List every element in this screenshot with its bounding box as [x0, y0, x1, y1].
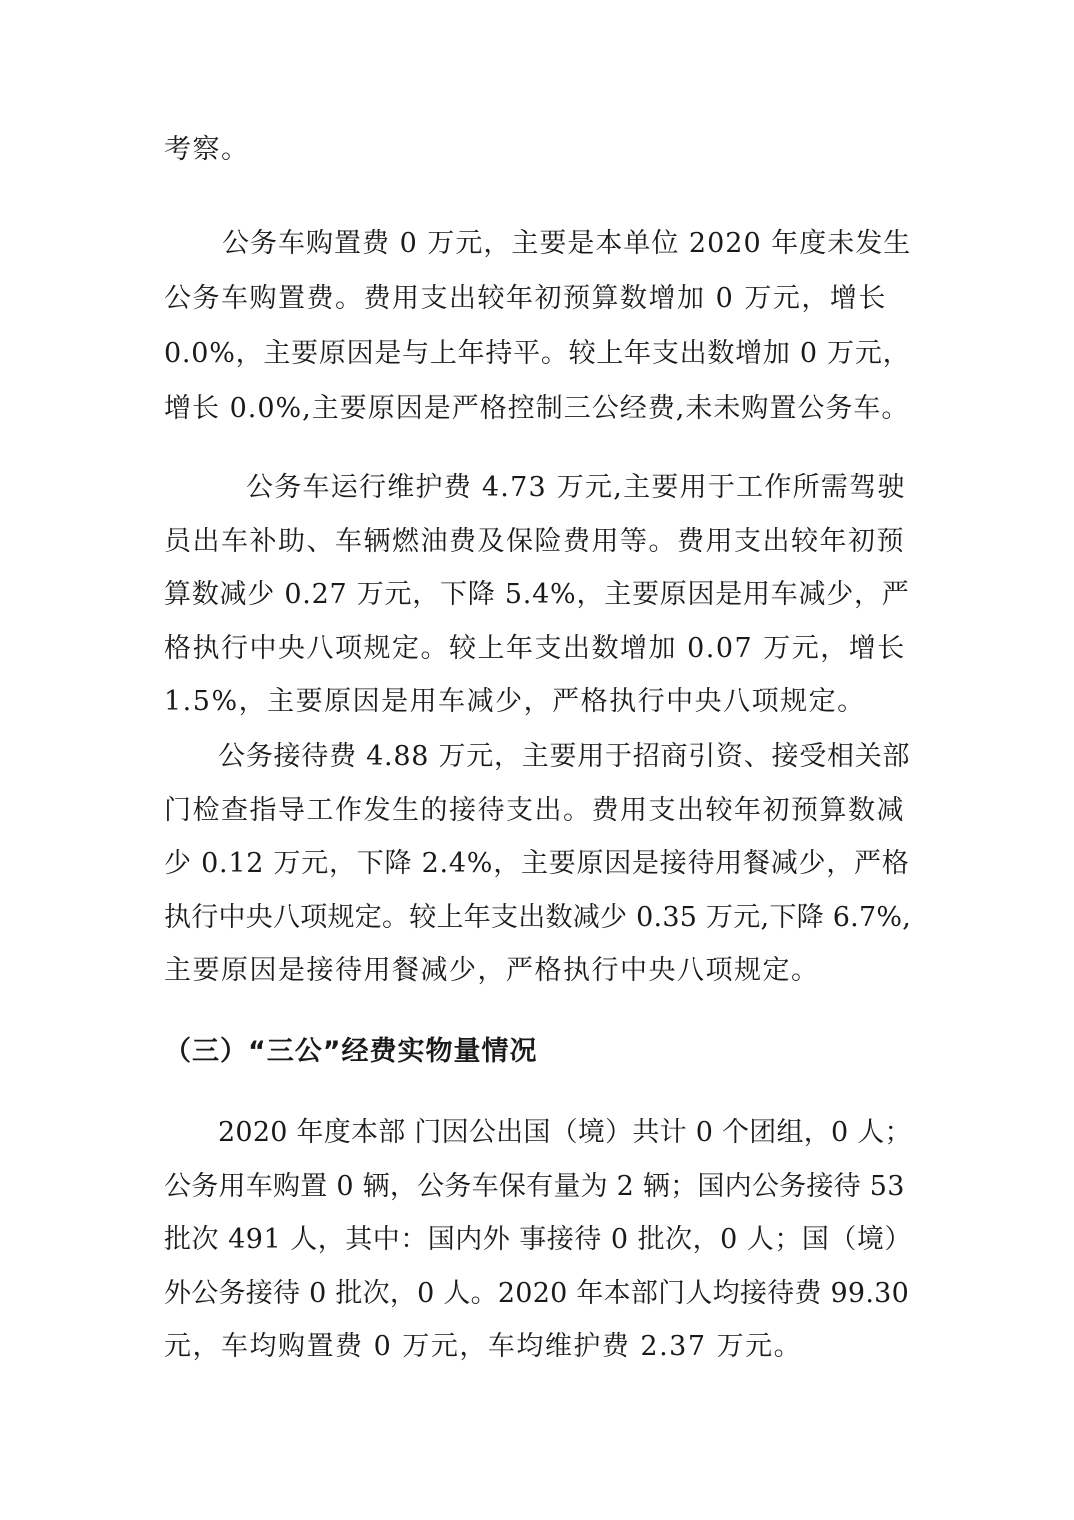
paragraph-line: 公务接待费 4.88 万元，主要用于招商引资、接受相关部: [218, 741, 911, 772]
paragraph-line: 执行中央八项规定。较上年支出数减少 0.35 万元,下降 6.7%,: [164, 902, 912, 933]
paragraph-line: 员出车补助、车辆燃油费及保险费用等。费用支出较年初预: [164, 526, 905, 557]
section-heading: （三）“三公”经费实物量情况: [164, 1036, 538, 1067]
paragraph-line: 主要原因是接待用餐减少，严格执行中央八项规定。: [164, 955, 820, 986]
paragraph-line: 0.0%，主要原因是与上年持平。较上年支出数增加 0 万元，: [164, 338, 911, 369]
paragraph-line: 考察。: [164, 134, 250, 165]
paragraph-line: 批次 491 人，其中：国内外 事接待 0 批次，0 人；国（境）: [164, 1224, 912, 1255]
paragraph-line: 1.5%，主要原因是用车减少，严格执行中央八项规定。: [164, 686, 866, 717]
paragraph-line: 格执行中央八项规定。较上年支出数增加 0.07 万元，增长: [164, 633, 906, 664]
paragraph-line: 公务用车购置 0 辆，公务车保有量为 2 辆；国内公务接待 53: [164, 1171, 905, 1202]
paragraph-line: 公务车购置费 0 万元，主要是本单位 2020 年度未发生: [222, 228, 912, 259]
paragraph-line: 公务车运行维护费 4.73 万元,主要用于工作所需驾驶: [246, 472, 906, 503]
paragraph-line: 元，车均购置费 0 万元，车均维护费 2.37 万元。: [164, 1331, 803, 1362]
paragraph-line: 2020 年度本部 门因公出国（境）共计 0 个团组，0 人；: [218, 1117, 912, 1148]
paragraph-line: 公务车购置费。费用支出较年初预算数增加 0 万元，增长: [164, 283, 887, 314]
paragraph-line: 外公务接待 0 批次，0 人。2020 年本部门人均接待费 99.30: [164, 1278, 910, 1309]
paragraph-line: 增长 0.0%,主要原因是严格控制三公经费,未未购置公务车。: [164, 393, 910, 424]
paragraph-line: 门检查指导工作发生的接待支出。费用支出较年初预算数减: [164, 795, 905, 826]
paragraph-line: 算数减少 0.27 万元，下降 5.4%，主要原因是用车减少，严: [164, 579, 910, 610]
paragraph-line: 少 0.12 万元，下降 2.4%，主要原因是接待用餐减少，严格: [164, 848, 910, 879]
